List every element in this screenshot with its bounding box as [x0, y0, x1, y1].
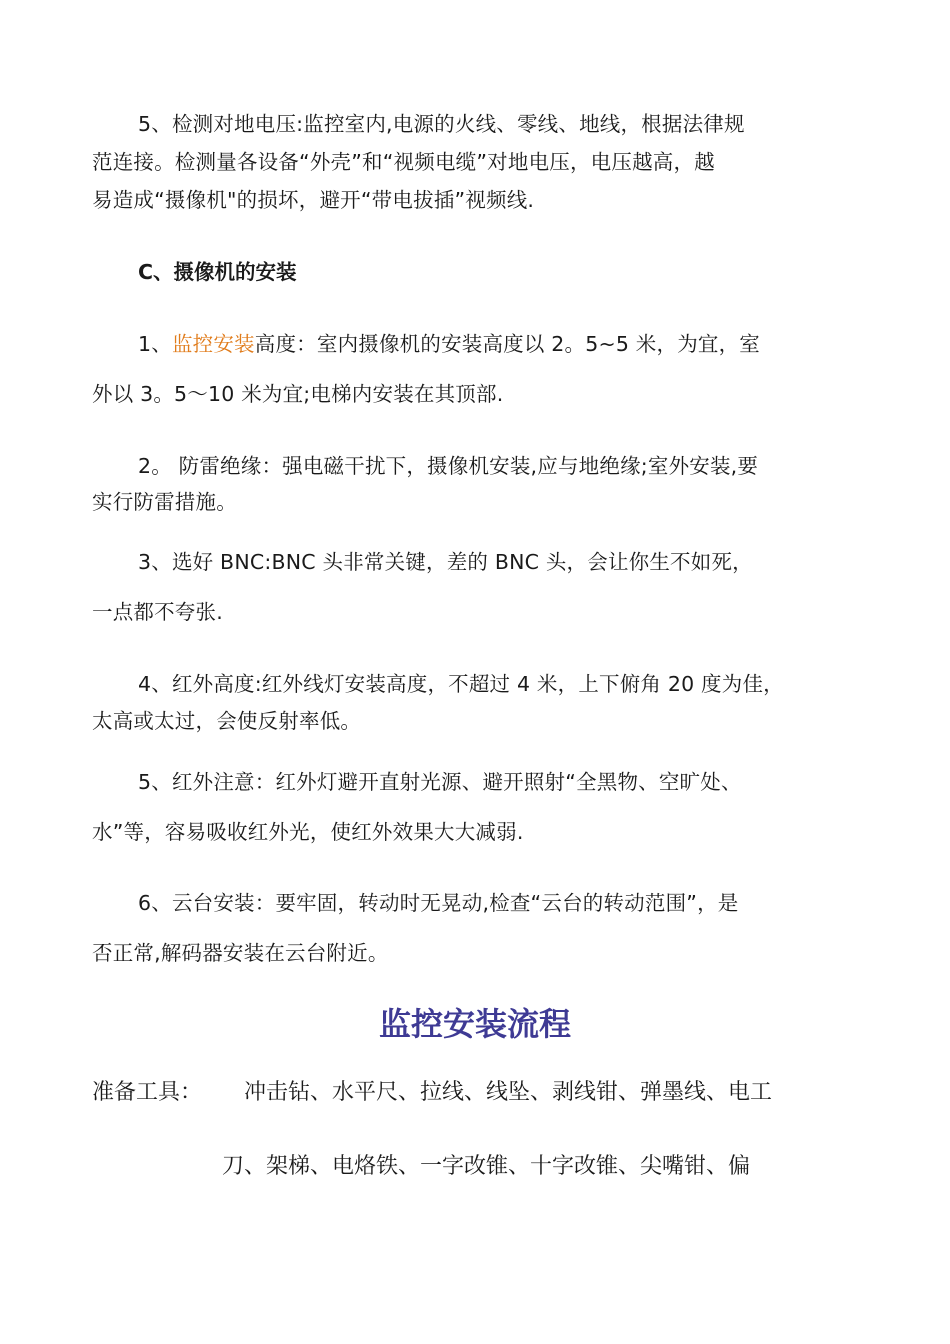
- c-item1-line2: 外以 3。5～10 米为宜;电梯内安装在其顶部.: [92, 382, 504, 406]
- b-item5-line1: 5、检测对地电压:监控室内,电源的火线、零线、地线，根据法律规: [138, 112, 745, 136]
- c-item1-rest: 高度：室内摄像机的安装高度以 2。5~5 米，为宜，室: [254, 332, 761, 356]
- c-item6-line1: 6、云台安装：要牢固，转动时无晃动,检查“云台的转动范围”，是: [138, 891, 739, 915]
- monitor-install-link[interactable]: 监控安装: [171, 332, 255, 356]
- c-item6-line2: 否正常,解码器安装在云台附近。: [92, 941, 389, 965]
- c-item2-line2: 实行防雷措施。: [92, 490, 237, 514]
- c-item3-line2: 一点都不夸张.: [92, 600, 223, 624]
- c-item2-line1: 2。 防雷绝缘：强电磁干扰下，摄像机安装,应与地绝缘;室外安装,要: [138, 454, 759, 478]
- c-item1-line1: [138, 330, 760, 358]
- tools-line1: 冲击钻、水平尺、拉线、线坠、剥线钳、弹墨线、电工: [244, 1080, 773, 1105]
- c-item5-line2: 水”等，容易吸收红外光，使红外效果大大减弱.: [92, 820, 524, 844]
- section-c-heading: C、摄像机的安装: [138, 260, 297, 284]
- c-item3-line1: 3、选好 BNC:BNC 头非常关键，差的 BNC 头，会让你生不如死，: [138, 550, 753, 574]
- b-item5-line3: 易造成“摄像机"的损坏，避开“带电拔插”视频线.: [92, 188, 535, 212]
- b-item5-line2: 范连接。检测量各设备“外壳”和“视频电缆”对地电压，电压越高，越: [92, 150, 715, 174]
- tools-label: 准备工具：: [92, 1080, 203, 1105]
- c-item5-line1: 5、红外注意：红外灯避开直射光源、避开照射“全黑物、空旷处、: [138, 770, 742, 794]
- c-item4-line1: 4、红外高度:红外线灯安装高度，不超过 4 米，上下俯角 20 度为佳，: [138, 672, 784, 696]
- c-item4-line2: 太高或太过，会使反射率低。: [92, 709, 362, 733]
- tools-line2: 刀、架梯、电烙铁、一字改锥、十字改锥、尖嘴钳、偏: [222, 1154, 751, 1179]
- c-item1-prefix: 1、: [138, 332, 172, 356]
- process-title: 监控安装流程: [378, 1005, 571, 1043]
